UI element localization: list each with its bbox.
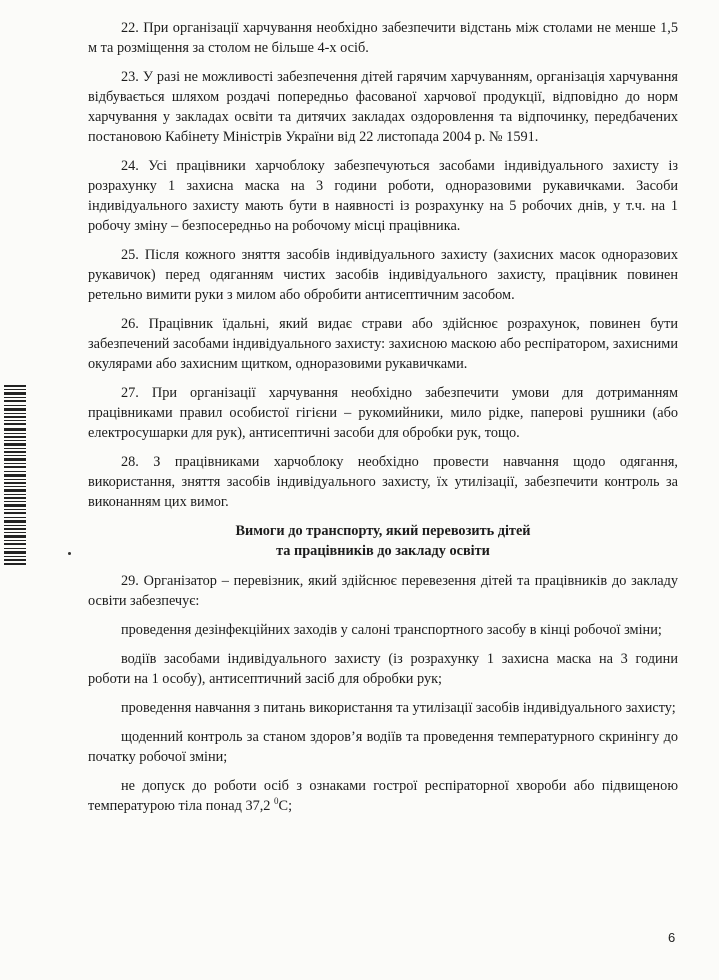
list-item-health-control: щоденний контроль за станом здоров’я водіїв та проведення температурного скринінгу до початку робочої зміни; [88,729,678,765]
paragraph-27: 27. При організації харчування необхідно забезпечити умови для дотриманням працівниками правил особистої гігієни – рукомийники, мило рідке, паперові рушники (або електросушарки для рук), антисептичні засоби для обробки рук, тощо. [88,385,678,441]
document-body [88,18,678,825]
list-item-admission-rule [88,776,678,816]
barcode-graphic [4,385,26,565]
paragraph-25: 25. Після кожного зняття засобів індивідуального захисту (захисних масок одноразових рукавичок) перед одяганням чистих засобів індивідуального захисту, працівник повинен ретельно вимити руки з милом або обробити антисептичним засобом. [88,247,678,303]
stray-mark [68,552,71,555]
paragraph-28: 28. З працівниками харчоблоку необхідно провести навчання щодо одягання, використання, зняття засобів індивідуального захисту, їх утилізації, забезпечити контроль за виконанням цих вимог. [88,454,678,510]
paragraph-24: 24. Усі працівники харчоблоку забезпечуються засобами індивідуального захисту із розрахунку 1 захисна маска на 3 години роботи, одноразовими рукавичками. Засоби індивідуального захисту мають бути в наявності із розрахунку на 5 робочих днів, у т.ч. на 1 робочу зміну – безпосередньо на робочому місці працівника. [88,158,678,234]
paragraph-26: 26. Працівник їдальні, який видає страви або здійснює розрахунок, повинен бути забезпечений засобами індивідуального захисту: захисною маскою або респіратором, захисними окулярами або захисним щитком, одноразовими рукавичками. [88,316,679,372]
paragraph-22: 22. При організації харчування необхідно забезпечити відстань між столами не менше 1,5 м та розміщення за столом не більше 4-х осіб. [88,20,678,56]
degree-superscript: 0 [274,796,279,807]
paragraph-23: 23. У разі не можливості забезпечення дітей гарячим харчуванням, організація харчування відбувається шляхом роздачі попередньо фасованої харчової продукції, відповідно до норм харчування у закладах освіти та дитячих закладах оздоровлення та відпочинку, передбачених постановою Кабінету Міністрів України від 22 листопада 2004 р. № 1591. [88,69,678,145]
section-heading-line-1: Вимоги до транспорту, який перевозить дітей [235,523,531,539]
admission-rule-text: не допуск до роботи осіб з ознаками гострої респіраторної хвороби або підвищеною температурою тіла понад 37,2 [88,778,678,814]
barcode [4,385,26,565]
list-item-driver-ppe: водіїв засобами індивідуального захисту (із розрахунку 1 захисна маска на 3 години роботи на 1 особу), антисептичний засіб для обробки рук; [88,651,678,687]
section-heading-line-2: та працівників до закладу освіти [276,543,490,559]
paragraph-29: 29. Організатор – перевізник, який здійснює перевезення дітей та працівників до закладу освіти забезпечує: [88,573,678,609]
list-item-training: проведення навчання з питань використання та утилізації засобів індивідуального захисту; [121,700,676,716]
temperature-unit: С; [278,798,293,814]
section-heading [88,521,678,561]
page-number: 6 [668,930,676,945]
list-item-disinfection: проведення дезінфекційних заходів у салоні транспортного засобу в кінці робочої зміни; [121,622,662,638]
